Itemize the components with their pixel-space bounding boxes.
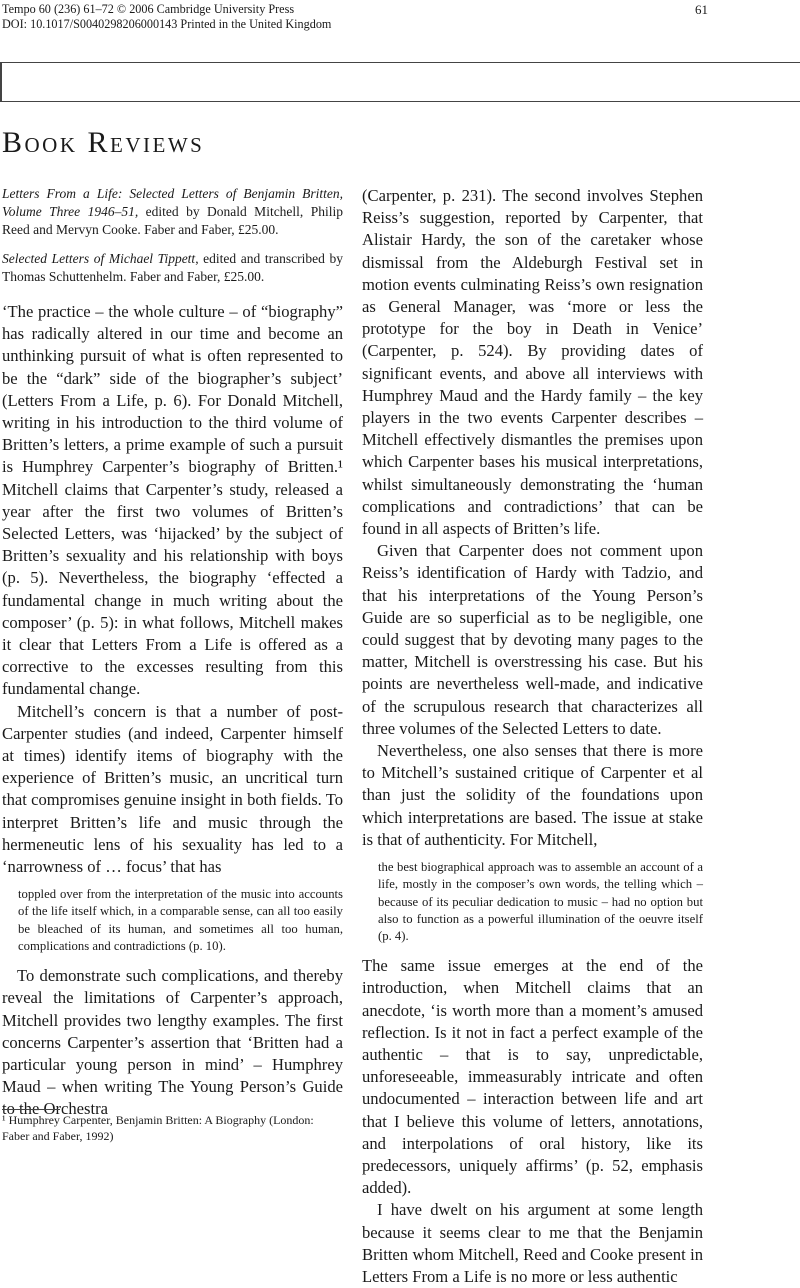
block-quote: toppled over from the interpretation of the music into accounts of the life itself which, in a comparable sense, can all too easily be bleached of its human, and sometimes all too human, complications and contradictions (p. 10). — [18, 887, 343, 953]
footnote: ¹ Humphrey Carpenter, Benjamin Britten: A Biography (London: Faber and Faber, 1992) — [2, 1113, 314, 1143]
citation-line-2: DOI: 10.1017/S0040298206000143 Printed in the United Kingdom — [2, 17, 332, 31]
paragraph: To demonstrate such complications, and thereby reveal the limitations of Carpenter’s approach, Mitchell provides two lengthy examples. The first concerns Carpenter’s assertion that ‘Britten had a particular young person in mind’ – Humphrey Maud – when writing The Young Person’s Guide to the Orchestra — [2, 966, 343, 1119]
left-column — [2, 185, 343, 1121]
page-number: 61 — [695, 2, 708, 17]
book-details: edited by Donald Mitchell, Philip Reed and Mervyn Cooke. Faber and Faber, £25.00. — [2, 204, 343, 237]
paragraph: Nevertheless, one also senses that there is more to Mitchell’s sustained critique of Carpenter et al than just the solidity of the foundations upon which interpretations are based. The issue at stake is that of authenticity. For Mitchell, — [362, 741, 703, 849]
title-banner-rule — [0, 62, 800, 102]
journal-citation — [2, 2, 331, 32]
book-details: , edited and transcribed by Thomas Schuttenhelm. Faber and Faber, £25.00. — [2, 251, 343, 284]
paragraph: Given that Carpenter does not comment upon Reiss’s identification of Hardy with Tadzio, and that his interpretations of the Young Person’s Guide are so superficial as to be negligible, one could suggest that by devoting many pages to the matter, Mitchell is overstressing his case. But his points are nevertheless well-made, and indicative of the scrupulous research that characterizes all three volumes of the Selected Letters to date. — [362, 541, 703, 738]
section-title: Book Reviews — [2, 126, 205, 159]
right-column — [362, 185, 703, 1288]
book-title: Selected Letters of Michael Tippett — [2, 251, 196, 266]
paragraph: ‘The practice – the whole culture – of “biography” has radically altered in our time and become an unthinking pursuit of what is often represented to be the “dark” side of the biographer’s subject’ (Letters From a Life, p. 6). For Donald Mitchell, writing in his introduction to the third volume of Britten’s letters, a prime example of such a pursuit is Humphrey Carpenter’s biography of Britten.¹ Mitchell claims that Carpenter’s study, released a year after the first two volumes of Britten’s Selected Letters, was ‘hijacked’ by the subject of Britten’s sexuality and his relationship with boys (p. 5). Nevertheless, the biography ‘effected a fundamental change in much writing about the composer’ (p. 5): in what follows, Mitchell makes it clear that Letters From a Life is offered as a corrective to the excesses resulting from this fundamental change. — [2, 302, 343, 699]
book-title: Letters From a Life: Selected Letters of Benjamin Britten, Volume Three 1946–51, — [2, 186, 343, 219]
paragraph: Mitchell’s concern is that a number of post-Carpenter studies (and indeed, Carpenter himself at times) identify items of biography with the experience of Britten’s music, an uncritical turn that compromises genuine insight in both fields. To interpret Britten’s life and music through the hermeneutic lens of his sexuality has led to a ‘narrowness of … focus’ that has — [2, 701, 343, 877]
footnote-divider — [2, 1109, 60, 1110]
book-citation-2 — [2, 250, 343, 286]
block-quote: the best biographical approach was to assemble an account of a life, mostly in the composer’s own words, the telling which – because of its peculiar dedication to music – had no option but also to function as a powerful illumination of the oeuvre itself (p. 4). — [378, 860, 703, 943]
book-citation-1 — [2, 185, 343, 239]
citation-line-1: Tempo 60 (236) 61–72 © 2006 Cambridge University Press — [2, 2, 295, 16]
paragraph: I have dwelt on his argument at some length because it seems clear to me that the Benjamin Britten whom Mitchell, Reed and Cooke present in Letters From a Life is no more or less authentic — [362, 1200, 703, 1286]
paragraph: The same issue emerges at the end of the introduction, when Mitchell claims that an anecdote, ‘is worth more than a moment’s amused reflection. Is it not in fact a perfect example of the authentic – that is to say, unpredictable, unforeseeable, immeasurably intricate and often undocumented – interaction between life and art that I believe this volume of letters, annotations, and interpolations of oral history, like its predecessors, uniquely affirms’ (p. 52, emphasis added). — [362, 956, 703, 1198]
paragraph: (Carpenter, p. 231). The second involves Stephen Reiss’s suggestion, reported by Carpenter, that Alistair Hardy, the son of the caretaker whose dismissal from the Aldeburgh Festival set in motion events culminating Reiss’s own resignation as General Manager, was ‘more or less the prototype for the boy in Death in Venice’ (Carpenter, p. 524). By providing dates of significant events, and above all interviews with Humphrey Maud and the Hardy family – the key players in the two events Carpenter describes – Mitchell effectively dismantles the premises upon which Carpenter bases his musical interpretations, whilst simultaneously demonstrating the ‘human complications and contradictions’ that can be found in all aspects of Britten’s life. — [362, 186, 703, 539]
